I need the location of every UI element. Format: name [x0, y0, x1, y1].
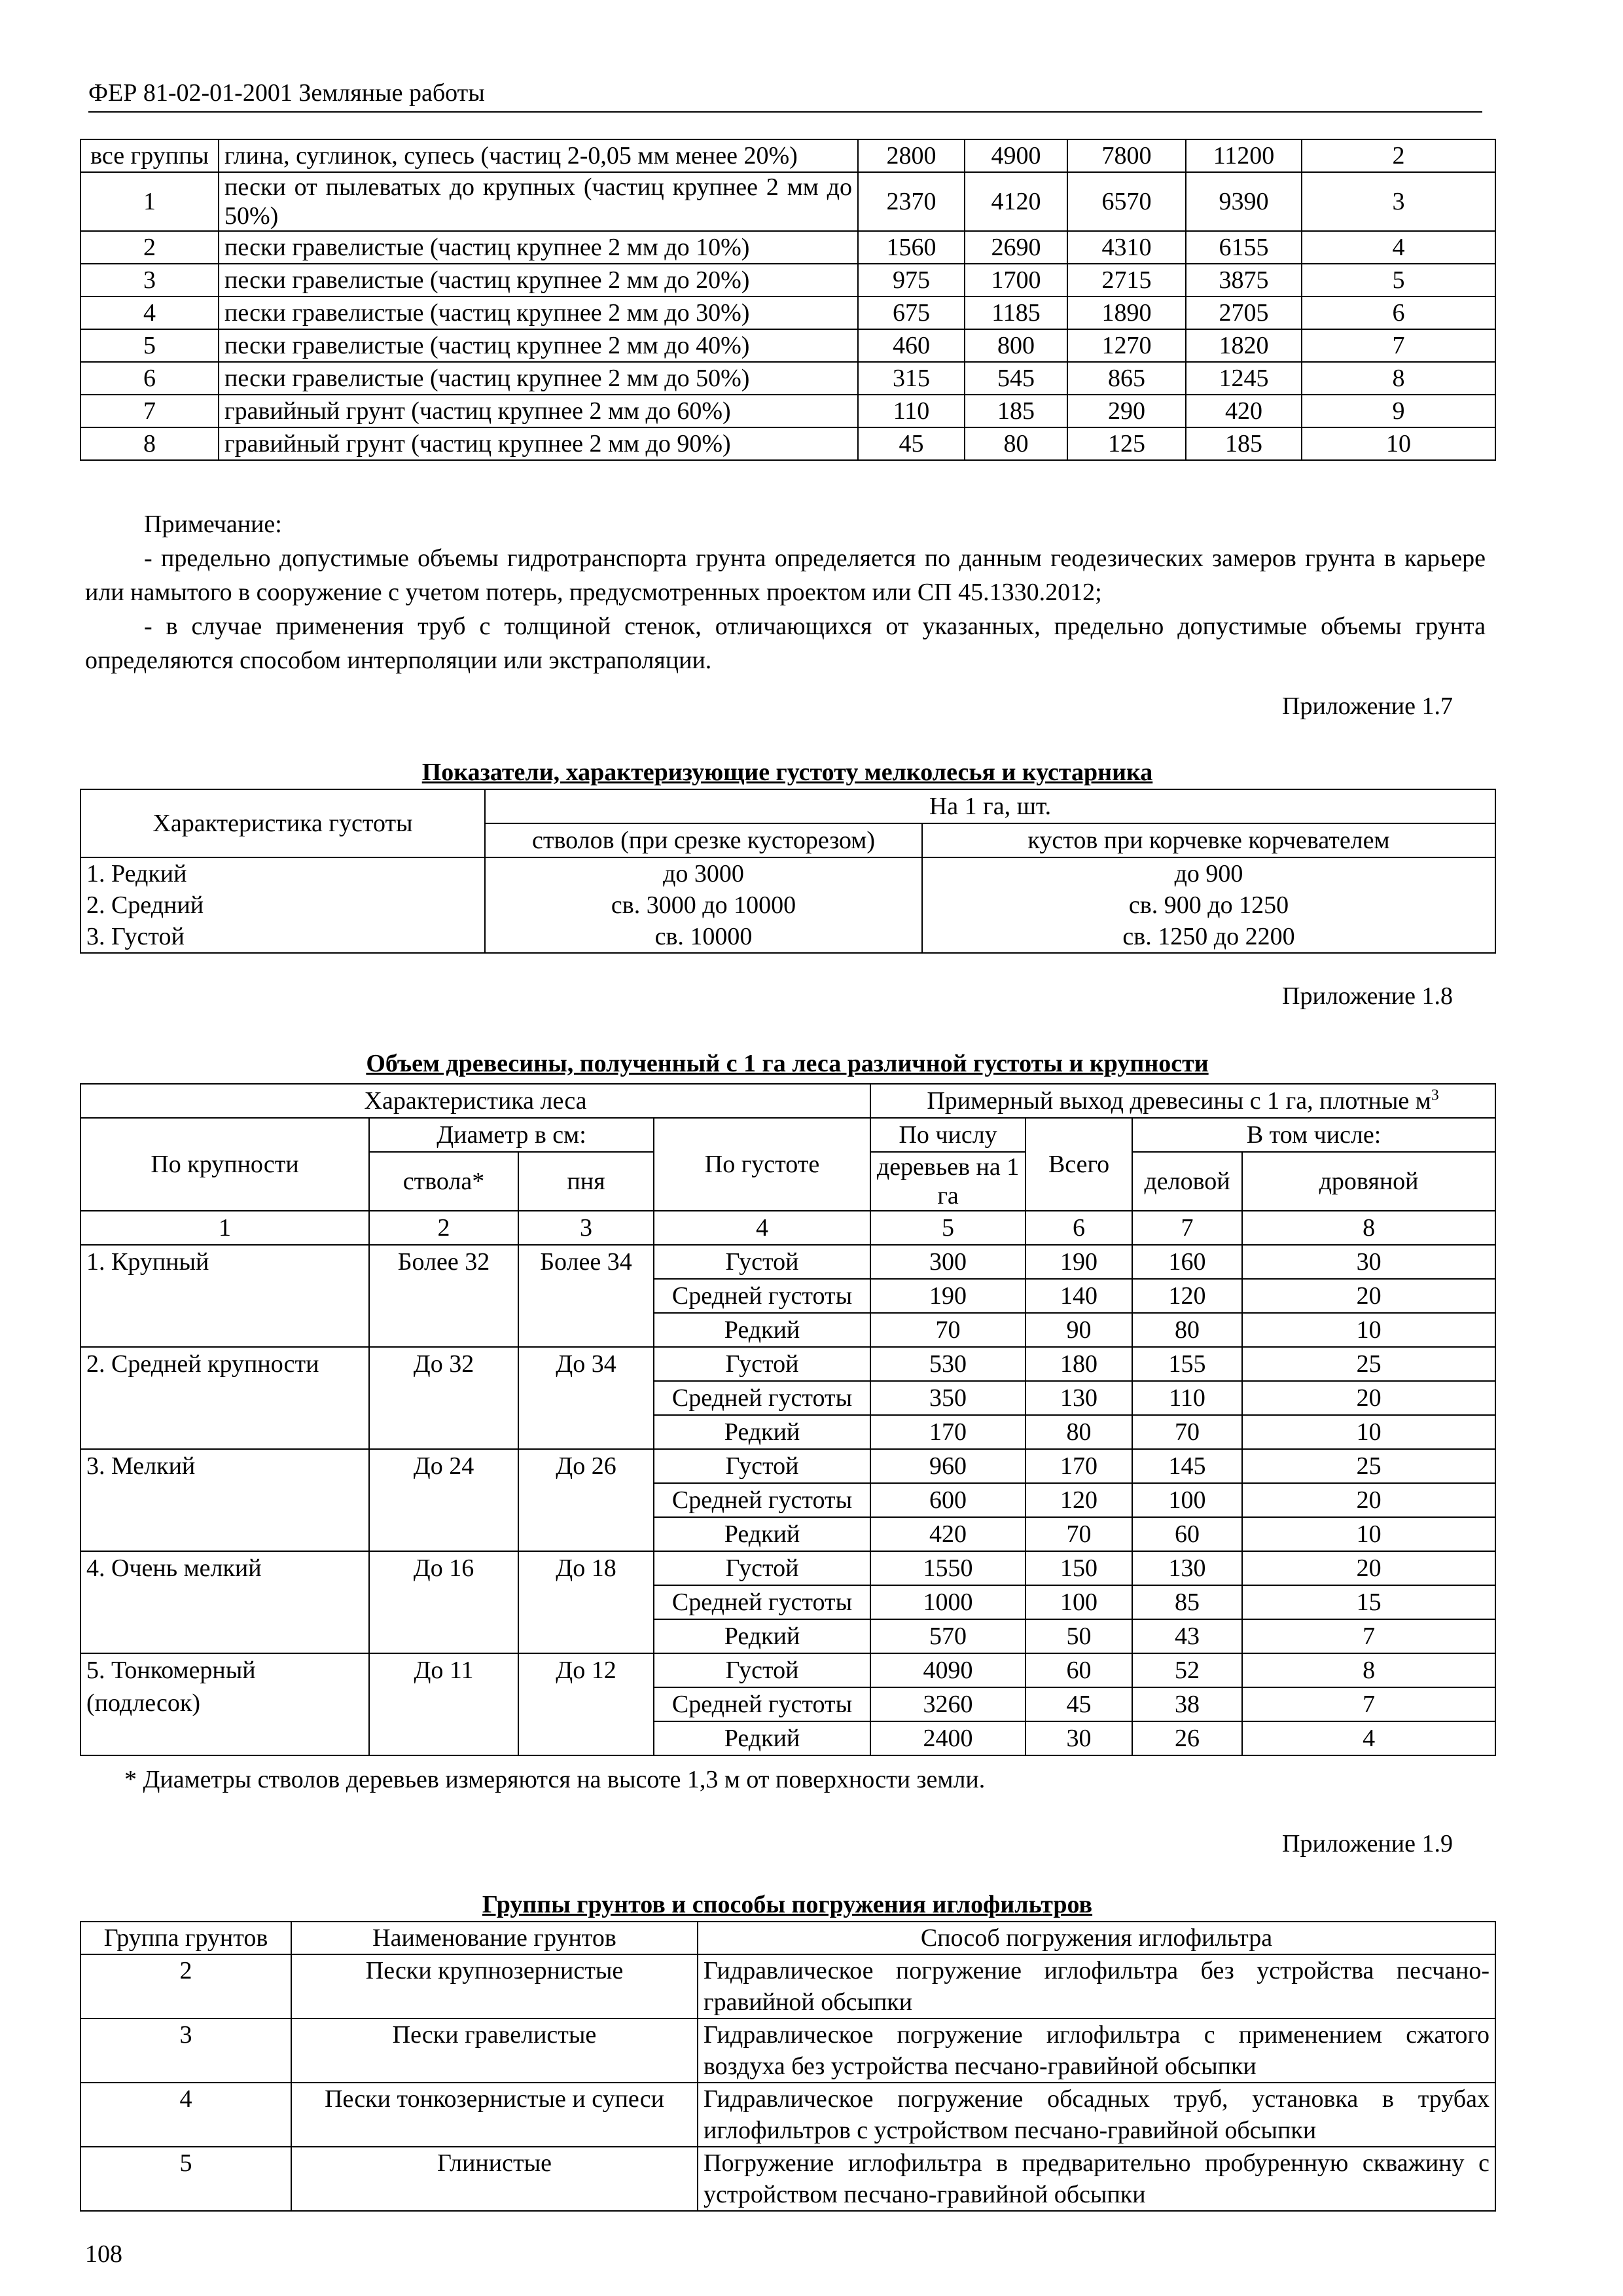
value-cell: 25 [1242, 1449, 1495, 1483]
value-cell: 300 [870, 1245, 1026, 1279]
value-cell: 100 [1026, 1585, 1132, 1619]
value-cell: 160 [1132, 1245, 1242, 1279]
table-row [80, 1551, 1495, 1585]
value-cell: 9 [1302, 395, 1495, 427]
stump-diameter-cell: До 26 [518, 1449, 654, 1551]
density-cell: Средней густоты [654, 1585, 870, 1619]
table-title-1-8: Объем древесины, полученный с 1 га леса различной густоты и крупности [366, 1050, 1209, 1077]
wood-volume-table-body [80, 1245, 1495, 1755]
table-row [80, 296, 1495, 329]
value-cell: 865 [1067, 362, 1186, 395]
header-cell: дровяной [1242, 1152, 1495, 1211]
value-cell: 100 [1132, 1483, 1242, 1517]
value-cell: 80 [1026, 1415, 1132, 1449]
density-cell: Густой [654, 1449, 870, 1483]
header-superscript: 3 [1431, 1086, 1439, 1104]
trunk-diameter-cell: До 16 [369, 1551, 518, 1653]
value-cell: 1270 [1067, 329, 1186, 362]
value-cell: 7 [1242, 1619, 1495, 1653]
value-cell: 530 [870, 1347, 1026, 1381]
value-cell: 420 [1186, 395, 1302, 427]
value-cell: 120 [1132, 1279, 1242, 1313]
stump-diameter-cell: До 34 [518, 1347, 654, 1449]
value-cell: 38 [1132, 1687, 1242, 1721]
value-cell: 3 [1302, 172, 1495, 231]
density-cell: Средней густоты [654, 1279, 870, 1313]
density-cell: Густой [654, 1653, 870, 1687]
stump-diameter-cell: До 18 [518, 1551, 654, 1653]
value-cell: до 3000 [485, 857, 922, 889]
value-cell: 800 [965, 329, 1067, 362]
wellpoint-methods-table-body [80, 1954, 1495, 2211]
value-cell: 60 [1026, 1653, 1132, 1687]
header-cell: ствола* [369, 1152, 518, 1211]
header-cell: По густоте [654, 1118, 870, 1211]
header-cell: Наименование грунтов [291, 1922, 698, 1954]
value-cell: 4 [1302, 231, 1495, 264]
value-cell: 45 [858, 427, 965, 460]
value-cell: 11200 [1186, 139, 1302, 172]
table-row [80, 172, 1495, 231]
value-cell: 7 [1242, 1687, 1495, 1721]
value-cell: 85 [1132, 1585, 1242, 1619]
value-cell: 80 [1132, 1313, 1242, 1347]
trunk-diameter-cell: До 24 [369, 1449, 518, 1551]
group-cell: 7 [80, 395, 219, 427]
value-cell: 8 [1242, 1653, 1495, 1687]
trunk-diameter-cell: До 32 [369, 1347, 518, 1449]
table-row [80, 362, 1495, 395]
value-cell: св. 3000 до 10000 [485, 889, 922, 921]
group-cell: 3 [80, 264, 219, 296]
value-cell: 2715 [1067, 264, 1186, 296]
value-cell: 15 [1242, 1585, 1495, 1619]
soil-name-cell: пески гравелистые (частиц крупнее 2 мм до 30%) [219, 296, 858, 329]
density-cell: Редкий [654, 1415, 870, 1449]
header-cell: кустов при корчевке корчевателем [922, 823, 1495, 857]
group-cell: 5 [80, 329, 219, 362]
group-cell: 5 [80, 2147, 291, 2211]
size-class-cell: 5. Тонкомерный (подлесок) [80, 1653, 369, 1755]
table-row [80, 1954, 1495, 2018]
value-cell: 350 [870, 1381, 1026, 1415]
soil-name-cell: пески гравелистые (частиц крупнее 2 мм до 20%) [219, 264, 858, 296]
value-cell: 6 [1302, 296, 1495, 329]
size-class-cell: 2. Средней крупности [80, 1347, 369, 1449]
soil-name-cell: Пески гравелистые [291, 2018, 698, 2083]
density-label-cell: 2. Средний [80, 889, 485, 921]
value-cell: 2370 [858, 172, 965, 231]
soil-name-cell: Глинистые [291, 2147, 698, 2211]
soil-name-cell: Пески крупнозернистые [291, 1954, 698, 2018]
table-title-1-7: Показатели, характеризующие густоту мелколесья и кустарника [421, 759, 1153, 786]
page-number: 108 [85, 2240, 122, 2268]
value-cell: 70 [1026, 1517, 1132, 1551]
value-cell: 10 [1242, 1313, 1495, 1347]
header-cell: По крупности [80, 1118, 369, 1211]
density-label-cell: 1. Редкий [80, 857, 485, 889]
table-row [80, 1347, 1495, 1381]
group-cell: 4 [80, 296, 219, 329]
value-cell: 150 [1026, 1551, 1132, 1585]
value-cell: 600 [870, 1483, 1026, 1517]
value-cell: 1700 [965, 264, 1067, 296]
method-cell: Гидравлическое погружение иглофильтра без устройства песчано-гравийной обсыпки [698, 1954, 1495, 2018]
group-cell: 6 [80, 362, 219, 395]
value-cell: св. 1250 до 2200 [922, 921, 1495, 953]
group-cell: все группы [80, 139, 219, 172]
soil-name-cell: гравийный грунт (частиц крупнее 2 мм до 90%) [219, 427, 858, 460]
table-row [80, 1449, 1495, 1483]
value-cell: 6570 [1067, 172, 1186, 231]
value-cell: 110 [858, 395, 965, 427]
value-cell: 26 [1132, 1721, 1242, 1755]
group-cell: 8 [80, 427, 219, 460]
column-number-cell: 3 [518, 1211, 654, 1245]
value-cell: 290 [1067, 395, 1186, 427]
note-title: Примечание: [144, 511, 282, 538]
soil-transport-table-body [80, 139, 1495, 460]
header-text: Примерный выход древесины с 1 га, плотные м [927, 1087, 1431, 1115]
value-cell: 1245 [1186, 362, 1302, 395]
value-cell: 10 [1242, 1517, 1495, 1551]
table-row [80, 231, 1495, 264]
soil-transport-table [80, 139, 1496, 461]
value-cell: 10 [1242, 1415, 1495, 1449]
value-cell: 30 [1242, 1245, 1495, 1279]
header-cell: По числу [870, 1118, 1026, 1152]
value-cell: 460 [858, 329, 965, 362]
value-cell: до 900 [922, 857, 1495, 889]
soil-name-cell: пески от пылеватых до крупных (частиц крупнее 2 мм до 50%) [219, 172, 858, 231]
value-cell: 145 [1132, 1449, 1242, 1483]
appendix-label-1-8: Приложение 1.8 [1282, 982, 1453, 1010]
value-cell: 190 [870, 1279, 1026, 1313]
value-cell: 4120 [965, 172, 1067, 231]
value-cell: 190 [1026, 1245, 1132, 1279]
value-cell: 975 [858, 264, 965, 296]
soil-name-cell: пески гравелистые (частиц крупнее 2 мм до 40%) [219, 329, 858, 362]
value-cell: св. 10000 [485, 921, 922, 953]
column-number-cell: 7 [1132, 1211, 1242, 1245]
value-cell: 5 [1302, 264, 1495, 296]
soil-name-cell: гравийный грунт (частиц крупнее 2 мм до 60%) [219, 395, 858, 427]
header-cell: Диаметр в см: [369, 1118, 654, 1152]
value-cell: 140 [1026, 1279, 1132, 1313]
size-class-cell: 3. Мелкий [80, 1449, 369, 1551]
value-cell: 7 [1302, 329, 1495, 362]
soil-name-cell: пески гравелистые (частиц крупнее 2 мм до 50%) [219, 362, 858, 395]
header-cell: На 1 га, шт. [485, 789, 1495, 823]
trunk-diameter-cell: До 11 [369, 1653, 518, 1755]
header-cell: Способ погружения иглофильтра [698, 1922, 1495, 1954]
density-cell: Средней густоты [654, 1381, 870, 1415]
value-cell: 4900 [965, 139, 1067, 172]
stump-diameter-cell: Более 34 [518, 1245, 654, 1347]
value-cell: 80 [965, 427, 1067, 460]
soil-name-cell: глина, суглинок, супесь (частиц 2-0,05 мм менее 20%) [219, 139, 858, 172]
value-cell: 2705 [1186, 296, 1302, 329]
value-cell: 185 [1186, 427, 1302, 460]
table-row [80, 427, 1495, 460]
value-cell: 110 [1132, 1381, 1242, 1415]
value-cell: 6155 [1186, 231, 1302, 264]
table-row [80, 1245, 1495, 1279]
value-cell: 52 [1132, 1653, 1242, 1687]
group-cell: 2 [80, 1954, 291, 2018]
density-cell: Густой [654, 1347, 870, 1381]
header-cell: Характеристика леса [80, 1084, 870, 1118]
value-cell: 70 [1132, 1415, 1242, 1449]
group-cell: 4 [80, 2083, 291, 2147]
value-cell: 2400 [870, 1721, 1026, 1755]
table-title-1-9: Группы грунтов и способы погружения иглофильтров [482, 1891, 1093, 1918]
value-cell: 90 [1026, 1313, 1132, 1347]
header-cell [870, 1084, 1495, 1118]
value-cell: 4 [1242, 1721, 1495, 1755]
table-row [80, 264, 1495, 296]
table-row [80, 329, 1495, 362]
header-cell: пня [518, 1152, 654, 1211]
column-number-cell: 1 [80, 1211, 369, 1245]
note-paragraph: - предельно допустимые объемы гидротранспорта грунта определяется по данным геодезических замеров грунта в карьере или намытого в сооружение с учетом потерь, предусмотренных проектом или СП 45.1330.2012; [85, 545, 1486, 606]
value-cell: 2690 [965, 231, 1067, 264]
header-cell: Группа грунтов [80, 1922, 291, 1954]
method-cell: Гидравлическое погружение обсадных труб, установка в трубах иглофильтров с устройством песчано-гравийной обсыпки [698, 2083, 1495, 2147]
value-cell: 70 [870, 1313, 1026, 1347]
value-cell: 570 [870, 1619, 1026, 1653]
header-cell: деревьев на 1 га [870, 1152, 1026, 1211]
density-cell: Густой [654, 1245, 870, 1279]
value-cell: 545 [965, 362, 1067, 395]
wood-volume-table [80, 1083, 1496, 1756]
column-number-cell: 8 [1242, 1211, 1495, 1245]
value-cell: 9390 [1186, 172, 1302, 231]
value-cell: 125 [1067, 427, 1186, 460]
trunk-diameter-cell: Более 32 [369, 1245, 518, 1347]
value-cell: 60 [1132, 1517, 1242, 1551]
value-cell: 4310 [1067, 231, 1186, 264]
group-cell: 3 [80, 2018, 291, 2083]
value-cell: 1890 [1067, 296, 1186, 329]
appendix-label-1-7: Приложение 1.7 [1282, 692, 1453, 720]
value-cell: 1185 [965, 296, 1067, 329]
column-number-cell: 4 [654, 1211, 870, 1245]
value-cell: 7800 [1067, 139, 1186, 172]
value-cell: 120 [1026, 1483, 1132, 1517]
value-cell: 25 [1242, 1347, 1495, 1381]
header-cell: В том числе: [1132, 1118, 1495, 1152]
density-cell: Средней густоты [654, 1687, 870, 1721]
value-cell: 1000 [870, 1585, 1026, 1619]
value-cell: 1560 [858, 231, 965, 264]
group-cell: 1 [80, 172, 219, 231]
table-row [80, 857, 1495, 889]
table-row [80, 921, 1495, 953]
table-row [80, 2147, 1495, 2211]
column-number-cell: 2 [369, 1211, 518, 1245]
value-cell: 10 [1302, 427, 1495, 460]
note-block [85, 507, 1486, 677]
value-cell: 3260 [870, 1687, 1026, 1721]
column-numbers-row [80, 1211, 1495, 1245]
value-cell: 3875 [1186, 264, 1302, 296]
value-cell: 45 [1026, 1687, 1132, 1721]
table-row [80, 1653, 1495, 1687]
density-cell: Густой [654, 1551, 870, 1585]
value-cell: 8 [1302, 362, 1495, 395]
density-cell: Редкий [654, 1619, 870, 1653]
value-cell: 2 [1302, 139, 1495, 172]
header-cell: стволов (при срезке кусторезом) [485, 823, 922, 857]
value-cell: 20 [1242, 1381, 1495, 1415]
value-cell: 4090 [870, 1653, 1026, 1687]
soil-name-cell: Пески тонкозернистые и супеси [291, 2083, 698, 2147]
appendix-label-1-9: Приложение 1.9 [1282, 1830, 1453, 1857]
method-cell: Гидравлическое погружение иглофильтра с применением сжатого воздуха без устройства песчано-гравийной обсыпки [698, 2018, 1495, 2083]
stump-diameter-cell: До 12 [518, 1653, 654, 1755]
value-cell: 185 [965, 395, 1067, 427]
header-cell: Всего [1026, 1118, 1132, 1211]
header-cell: деловой [1132, 1152, 1242, 1211]
value-cell: 130 [1026, 1381, 1132, 1415]
value-cell: 315 [858, 362, 965, 395]
density-cell: Средней густоты [654, 1483, 870, 1517]
column-number-cell: 5 [870, 1211, 1026, 1245]
table-row [80, 889, 1495, 921]
value-cell: 50 [1026, 1619, 1132, 1653]
soil-name-cell: пески гравелистые (частиц крупнее 2 мм до 10%) [219, 231, 858, 264]
value-cell: 960 [870, 1449, 1026, 1483]
value-cell: 30 [1026, 1721, 1132, 1755]
value-cell: 20 [1242, 1551, 1495, 1585]
value-cell: 420 [870, 1517, 1026, 1551]
table-row [80, 2018, 1495, 2083]
density-label-cell: 3. Густой [80, 921, 485, 953]
table-row [80, 2083, 1495, 2147]
size-class-cell: 1. Крупный [80, 1245, 369, 1347]
value-cell: 20 [1242, 1483, 1495, 1517]
value-cell: 43 [1132, 1619, 1242, 1653]
note-paragraph: - в случае применения труб с толщиной стенок, отличающихся от указанных, предельно допустимые объемы грунта определяются способом интерполяции или экстраполяции. [85, 613, 1486, 674]
value-cell: 130 [1132, 1551, 1242, 1585]
footnote: * Диаметры стволов деревьев измеряются на высоте 1,3 м от поверхности земли. [124, 1766, 986, 1793]
value-cell: 2800 [858, 139, 965, 172]
value-cell: 180 [1026, 1347, 1132, 1381]
table-row [80, 139, 1495, 172]
density-cell: Редкий [654, 1517, 870, 1551]
method-cell: Погружение иглофильтра в предварительно пробуренную скважину с устройством песчано-гравийной обсыпки [698, 2147, 1495, 2211]
header-cell: Характеристика густоты [80, 789, 485, 857]
density-cell: Редкий [654, 1721, 870, 1755]
value-cell: 1820 [1186, 329, 1302, 362]
value-cell: 170 [1026, 1449, 1132, 1483]
column-number-cell: 6 [1026, 1211, 1132, 1245]
value-cell: св. 900 до 1250 [922, 889, 1495, 921]
density-cell: Редкий [654, 1313, 870, 1347]
running-header: ФЕР 81-02-01-2001 Земляные работы [88, 77, 1482, 113]
undergrowth-density-table [80, 789, 1496, 954]
group-cell: 2 [80, 231, 219, 264]
value-cell: 155 [1132, 1347, 1242, 1381]
wellpoint-methods-table [80, 1921, 1496, 2212]
value-cell: 170 [870, 1415, 1026, 1449]
value-cell: 20 [1242, 1279, 1495, 1313]
undergrowth-density-table-body [80, 857, 1495, 953]
value-cell: 675 [858, 296, 965, 329]
size-class-cell: 4. Очень мелкий [80, 1551, 369, 1653]
value-cell: 1550 [870, 1551, 1026, 1585]
table-row [80, 395, 1495, 427]
